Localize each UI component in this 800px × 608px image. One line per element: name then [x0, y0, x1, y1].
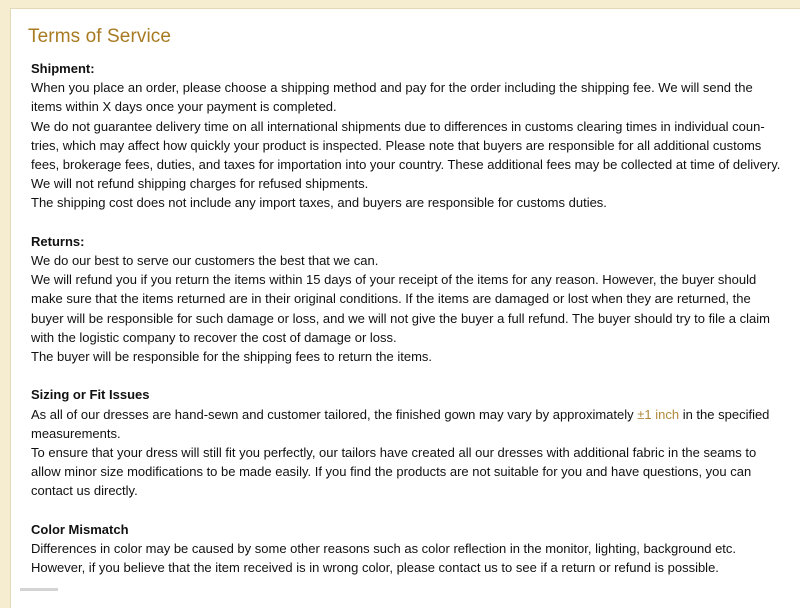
paragraph-line: We will refund you if you return the items within 15 days of your receipt of the items for any reason. However, the buyer should	[31, 272, 757, 288]
paragraph-line: make sure that the items returned are in their original conditions. If the items are damaged or lost when they are returned, the	[31, 291, 751, 307]
paragraph-line: Differences in color may be caused by some other reasons such as color reflection in the monitor, lighting, background etc.	[31, 541, 737, 557]
paragraph-line: When you place an order, please choose a shipping method and pay for the order including the shipping fee. We will send the	[31, 80, 753, 96]
shipment-section	[31, 59, 791, 213]
text-segment: As all of our dresses are hand-sewn and customer tailored, the finished gown may vary by approximately	[31, 406, 638, 422]
returns-section	[31, 232, 791, 366]
section-heading: Shipment:	[31, 61, 95, 76]
section-heading: Color Mismatch	[31, 521, 129, 537]
section-heading: Sizing or Fit Issues	[31, 387, 150, 403]
section-heading: Returns:	[31, 233, 85, 249]
paragraph-line: We do our best to serve our customers the best that we can.	[31, 253, 379, 269]
paragraph-line: The buyer will be responsible for the shipping fees to return the items.	[31, 349, 433, 365]
paragraph-line: However, if you believe that the item received is in wrong color, please contact us to see if a return or refund is possible.	[31, 560, 719, 576]
paragraph-line: contact us directly.	[31, 483, 138, 499]
page-title: Terms of Service	[28, 26, 172, 47]
paragraph-line	[31, 405, 791, 424]
paragraph-line: We do not guarantee delivery time on all international shipments due to differences in customs clearing times in individual coun-	[31, 118, 765, 134]
paragraph-line: We will not refund shipping charges for refused shipments.	[31, 176, 369, 192]
paragraph-line: with the logistic company to recover the cost of damage or loss.	[31, 329, 397, 345]
cut-off-heading-fragment	[20, 588, 58, 591]
paragraph-line: buyer will be responsible for such damage or loss, and we will not give the buyer a full refund. The buyer should try to file a claim	[31, 310, 770, 326]
terms-panel	[10, 8, 800, 608]
color-mismatch-section	[31, 520, 791, 578]
terms-content	[31, 59, 791, 597]
paragraph-line: To ensure that your dress will still fit you perfectly, our tailors have created all our dresses with additional fabric in the seams to	[31, 445, 757, 461]
paragraph-line: tries, which may affect how quickly your product is inspected. Please note that buyers are responsible for all additional customs	[31, 137, 762, 153]
sizing-section	[31, 385, 791, 500]
paragraph-line: measurements.	[31, 425, 121, 441]
paragraph-line: allow minor size modifications to be made easily. If you find the products are not suitable for you and have questions, you can	[31, 464, 752, 480]
tolerance-highlight: ±1 inch	[637, 406, 680, 422]
paragraph-line: The shipping cost does not include any import taxes, and buyers are responsible for customs duties.	[31, 195, 607, 211]
text-segment: in the specified	[679, 406, 770, 422]
paragraph-line: fees, brokerage fees, duties, and taxes for importation into your country. These additional fees may be collected at time of delivery.	[31, 157, 781, 173]
paragraph-line: items within X days once your payment is completed.	[31, 99, 337, 115]
